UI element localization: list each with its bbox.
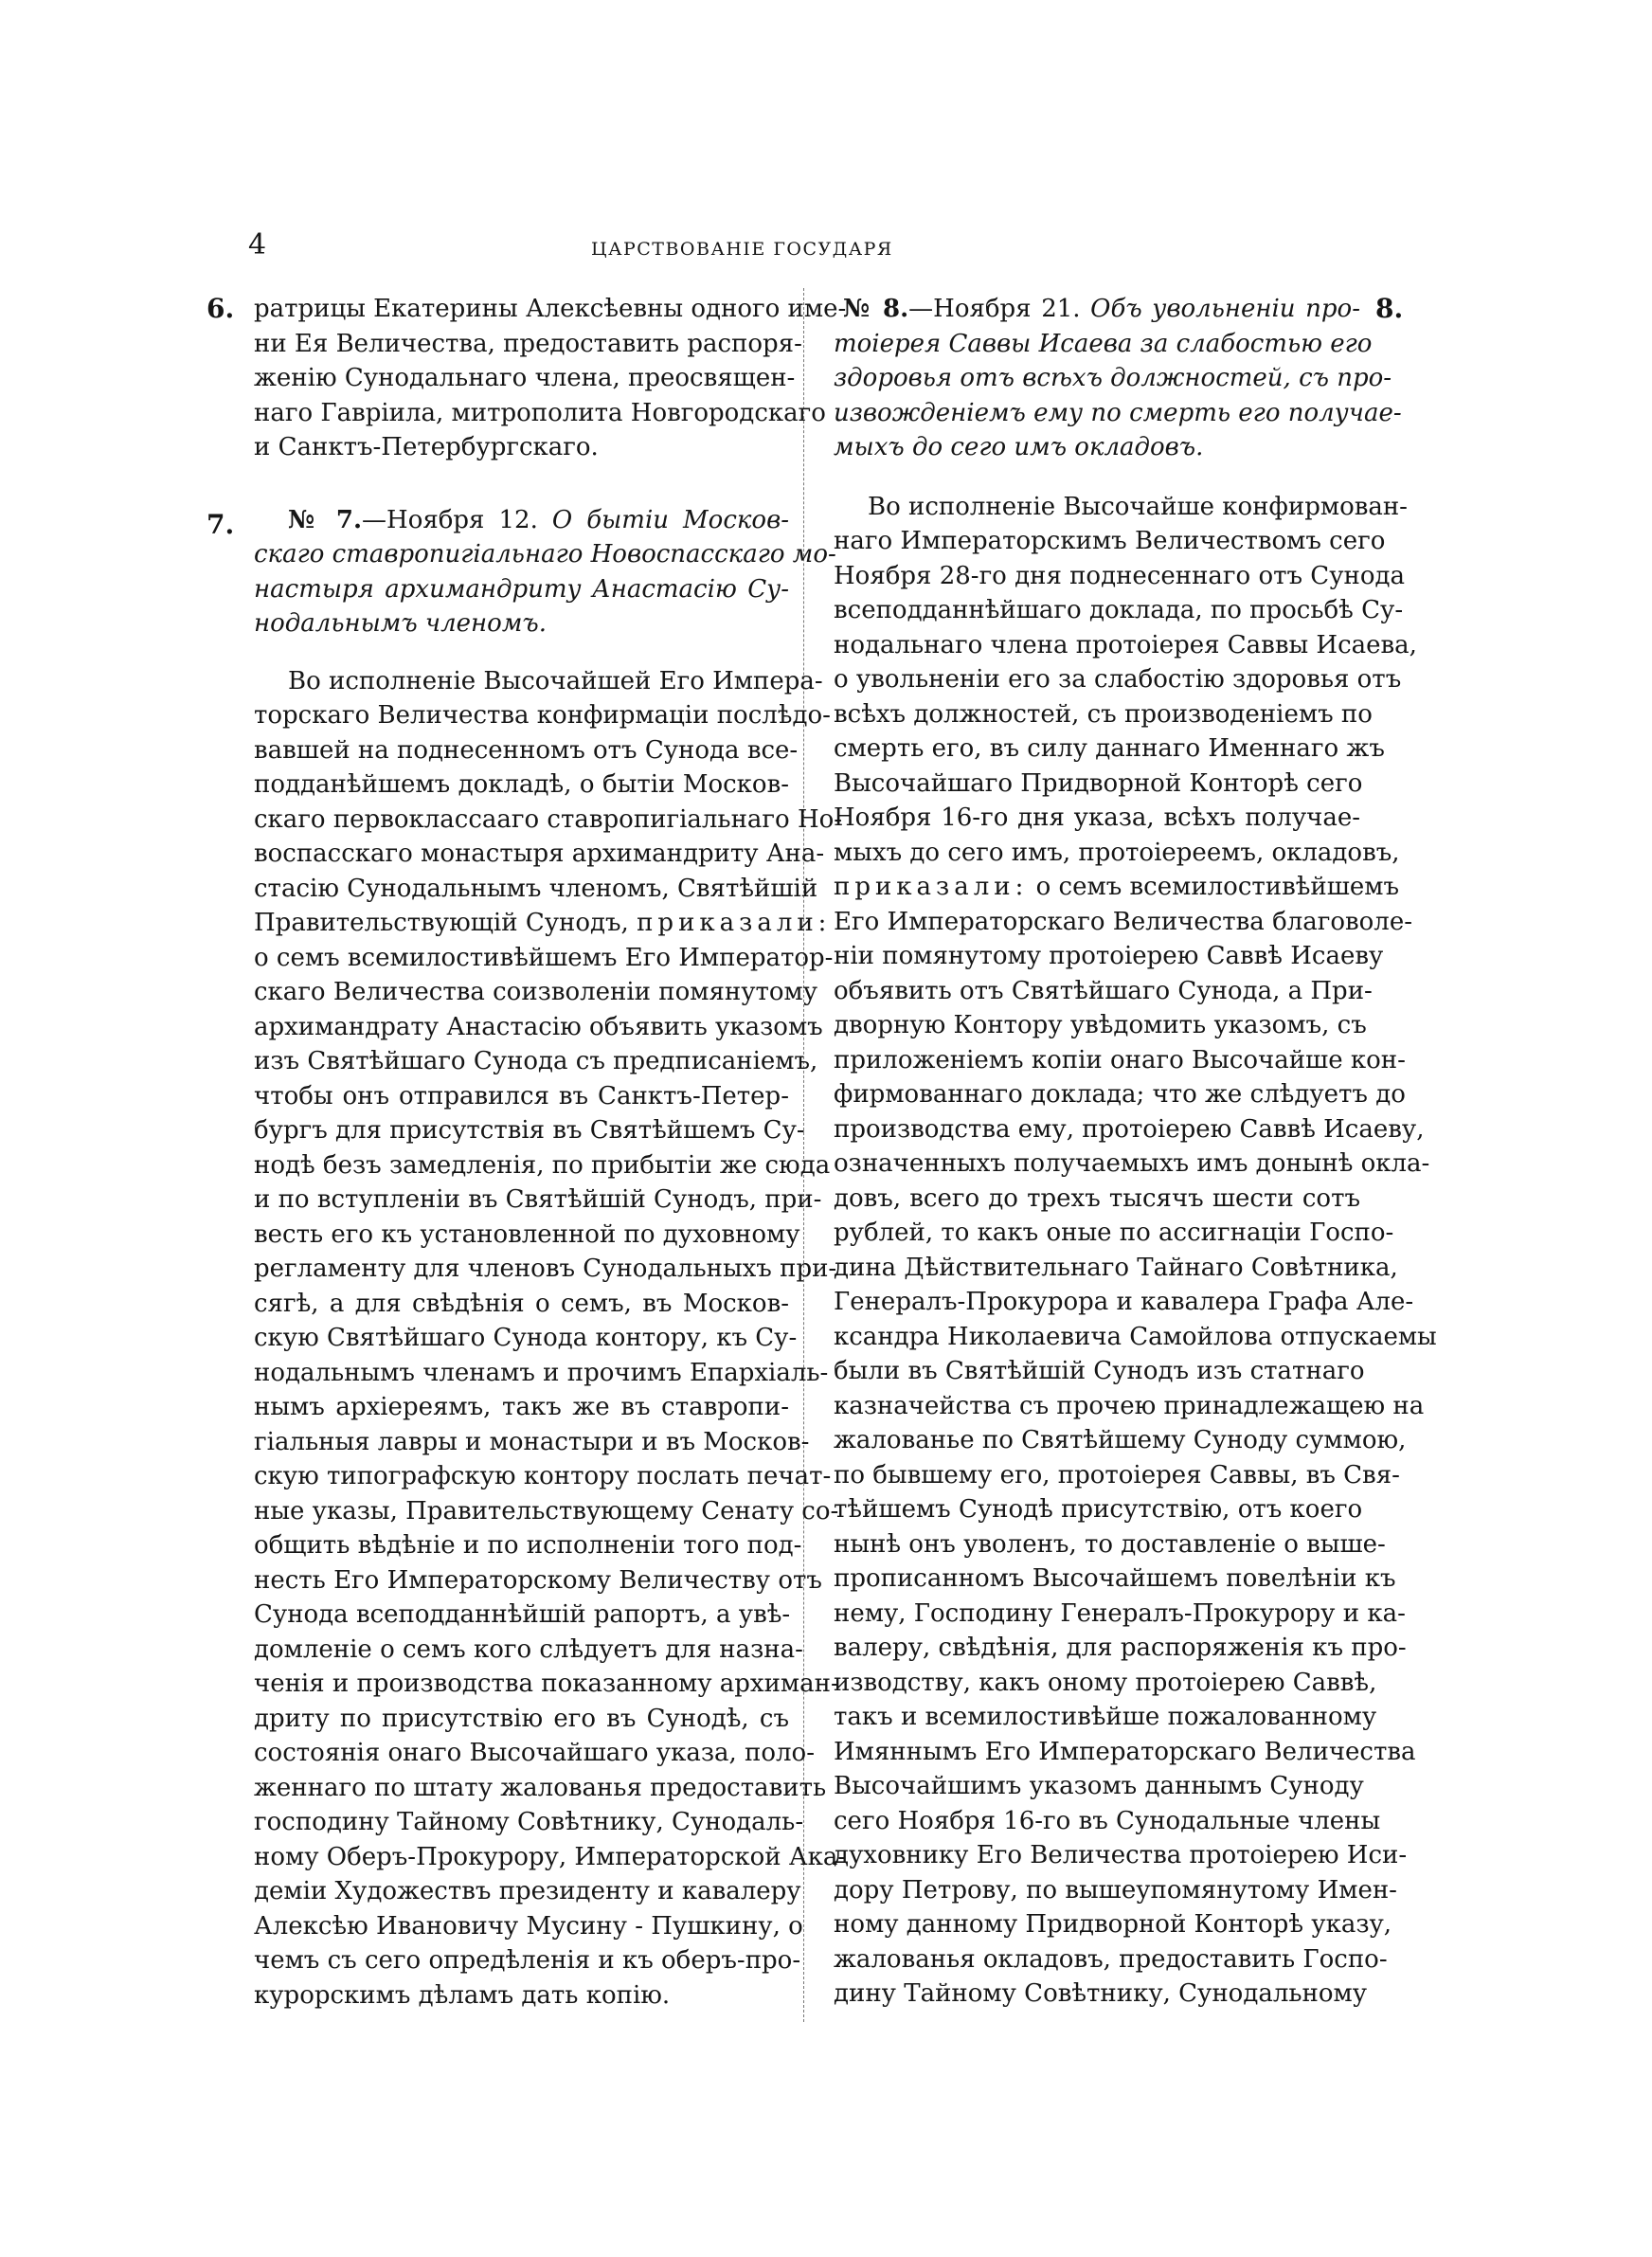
entry-number: № 7. — [288, 505, 363, 534]
text-line: бургъ для присутствія въ Святѣйшемъ Су- — [254, 1116, 805, 1145]
text-line: нодальнаго члена протоіерея Саввы Исаева, — [834, 630, 1417, 659]
text-line: всеподданнѣйшаго доклада, по просьбѣ Су- — [834, 596, 1404, 624]
text-line: о увольненіи его за слабостію здоровья отъ — [834, 665, 1402, 694]
entry-title: настыря архимандриту Анастасію Су- — [254, 574, 789, 604]
text-line: изъ Святѣйшаго Сунода съ предписаніемъ, — [254, 1047, 818, 1075]
text-line: наго Гавріила, митрополита Новгородскаго — [254, 398, 826, 427]
text-line: наго Императорскимъ Величествомъ сего — [834, 527, 1386, 555]
text-line: ніи помянутому протоіерею Саввѣ Исаеву — [834, 942, 1384, 970]
left-column — [254, 292, 847, 2013]
entry-6-continuation — [254, 292, 847, 465]
text-line: производства ему, протоіерею Саввѣ Исаеву, — [834, 1114, 1425, 1144]
text-line: и Санктъ-Петербургскаго. — [254, 433, 599, 461]
text-line: Ноября 28-го дня поднесеннаго отъ Сунода — [834, 561, 1405, 590]
text-line: дору Петрову, по вышеупомянутому Имен- — [834, 1875, 1397, 1905]
text-line: нынѣ онъ уволенъ, то доставленіе о выше- — [834, 1529, 1386, 1559]
text-line: сягѣ, а для свѣдѣнія о семъ, въ Москов- — [254, 1289, 789, 1318]
right-column — [834, 292, 1437, 2012]
text-line: курорскимъ дѣламъ дать копію. — [254, 1980, 671, 2010]
margin-number-7: 7. — [206, 509, 235, 540]
text-line: всѣхъ должностей, съ производеніемъ по — [834, 699, 1373, 729]
text-line: скаго первоклассааго ставропигіальнаго Но- — [254, 804, 843, 834]
entry-title: здоровья отъ всѣхъ должностей, съ про- — [834, 364, 1392, 392]
text-line: ному Оберъ-Прокурору, Императорской Ака- — [254, 1842, 847, 1871]
text-line: общить вѣдѣніе и по исполненіи того под- — [254, 1531, 802, 1560]
entry-date: —Ноября 21. — [908, 295, 1081, 323]
text-line: дриту по присутствію его въ Сунодѣ, съ — [254, 1704, 789, 1733]
text-line: Алексѣю Ивановичу Мусину - Пушкину, о — [254, 1911, 803, 1941]
text-line: нодальнымъ членамъ и прочимъ Епархіаль- — [254, 1358, 829, 1387]
entry-number: № 8. — [843, 295, 909, 323]
text-line: архимандрату Анастасію объявить указомъ — [254, 1012, 823, 1041]
entry-7 — [254, 503, 847, 2013]
text-line: Его Императорскаго Величества благоволе- — [834, 907, 1412, 936]
entry-8-body — [834, 490, 1437, 2012]
text-line: несть Его Императорскому Величеству отъ — [254, 1565, 822, 1595]
text-line: домленіе о семъ кого слѣдуетъ для назна- — [254, 1634, 803, 1664]
text-line: жалованье по Святѣйшему Суноду суммою, — [834, 1426, 1407, 1454]
text-line: нему, Господину Генералъ-Прокурору и ка- — [834, 1598, 1406, 1628]
text-line: ченія и производства показанному архиман- — [254, 1670, 839, 1698]
text-line: Ноября 16-го дня указа, всѣхъ получае- — [834, 803, 1360, 832]
text-line: ксандра Николаевича Самойлова отпускаемы — [834, 1322, 1437, 1351]
text-line: сего Ноября 16-го въ Сунодальные члены — [834, 1806, 1381, 1835]
text-line: подданѣйшемъ докладѣ, о бытіи Москов- — [254, 770, 789, 799]
text-line: воспасскаго монастыря архимандриту Ана- — [254, 840, 825, 868]
text-line: мыхъ до сего имъ, протоіереемъ, окладовъ, — [834, 838, 1400, 867]
text-line: Имяннымъ Его Императорскаго Величества — [834, 1737, 1416, 1766]
text-line: были въ Святѣйшій Сунодъ изъ статнаго — [834, 1357, 1365, 1385]
text-line: и по вступленіи въ Святѣйшій Сунодъ, при- — [254, 1185, 822, 1214]
text-line: Во исполненіе Высочайшей Его Импера- — [288, 666, 823, 695]
text-line: скую типографскую контору послать печат- — [254, 1462, 832, 1490]
text-line: торскаго Величества конфирмаціи послѣдо- — [254, 701, 831, 730]
text-line: такъ и всемилостивѣйше пожалованному — [834, 1703, 1377, 1731]
text-line: дину Тайному Совѣтнику, Сунодальному — [834, 1979, 1368, 2008]
entry-8-heading — [834, 292, 1402, 465]
text-line: дворную Контору увѣдомить указомъ, съ — [834, 1011, 1367, 1039]
text-line: смерть его, въ силу даннаго Именнаго жъ — [834, 734, 1385, 763]
text-line: чтобы онъ отправился въ Санктъ-Петер- — [254, 1081, 789, 1110]
spaced-word: приказали: — [637, 909, 832, 937]
text-line: Высочайшимъ указомъ даннымъ Суноду — [834, 1772, 1364, 1800]
text-line: Правительствующій Сунодъ, — [254, 909, 629, 937]
text-line: ные указы, Правительствующему Сенату со- — [254, 1496, 839, 1526]
text-line: фирмованнаго доклада; что же слѣдуетъ до — [834, 1080, 1406, 1109]
entry-title: нодальнымъ членомъ. — [254, 609, 547, 638]
text-line: состоянія онаго Высочайшаго указа, поло- — [254, 1739, 815, 1767]
text-line: означенныхъ получаемыхъ имъ донынѣ окла- — [834, 1149, 1430, 1178]
text-line: нодѣ безъ замедленія, по прибытіи же сюда — [254, 1150, 831, 1180]
text-line: чемъ съ сего опредѣленія и къ оберъ-про- — [254, 1946, 801, 1975]
text-line: дина Дѣйствительнаго Тайнаго Совѣтника, — [834, 1253, 1398, 1282]
text-line: скую Святѣйшаго Сунода контору, къ Су- — [254, 1324, 798, 1352]
text-line: гіальныя лавры и монастыри и въ Москов- — [254, 1427, 810, 1456]
running-header: ЦАРСТВОВАНІЕ ГОСУДАРЯ — [591, 239, 893, 260]
text-line: изводству, какъ оному протоіерею Саввѣ, — [834, 1668, 1377, 1697]
text-line: Сунода всеподданнѣйшій рапортъ, а увѣ- — [254, 1600, 791, 1629]
text-line: Высочайшаго Придворной Конторѣ сего — [834, 768, 1363, 798]
text-line: о семъ всемилостивѣйшемъ Его Император- — [254, 943, 834, 972]
entry-title: извожденіемъ ему по смерть его получае- — [834, 398, 1402, 427]
text-line: Генералъ-Прокурора и кавалера Графа Але- — [834, 1288, 1414, 1316]
entry-7-body — [254, 664, 847, 2013]
entry-date: —Ноября 12. — [362, 505, 538, 534]
entry-8 — [834, 292, 1437, 2012]
text-line: духовнику Его Величества протоіерею Иси- — [834, 1841, 1408, 1869]
text-line: вавшей на поднесенномъ отъ Сунода все- — [254, 735, 799, 765]
text-line: о семъ всемилостивѣйшемъ — [1035, 873, 1400, 901]
text-line: женнаго по штату жалованья предоставить — [254, 1773, 827, 1802]
text-line: ни Ея Величества, предоставить распоря- — [254, 329, 802, 358]
text-line: рублей, то какъ оные по ассигнаціи Госпо- — [834, 1219, 1394, 1247]
text-line: скаго Величества соизволеніи помянутому — [254, 978, 818, 1006]
entry-title: мыхъ до сего имъ окладовъ. — [834, 433, 1204, 461]
text-line: приложеніемъ копіи онаго Высочайше кон- — [834, 1045, 1406, 1074]
text-line: казначейства съ прочею принадлежащею на — [834, 1391, 1425, 1420]
text-line: стасію Сунодальнымъ членомъ, Святѣйшій — [254, 874, 818, 903]
text-line: господину Тайному Совѣтнику, Сунодаль- — [254, 1808, 804, 1836]
text-line: довъ, всего до трехъ тысячъ шести сотъ — [834, 1183, 1360, 1213]
text-line: весть его къ установленной по духовному — [254, 1219, 800, 1249]
spaced-word: приказали: — [834, 873, 1029, 901]
text-line: по бывшему его, протоіерея Саввы, въ Свя- — [834, 1460, 1400, 1490]
text-line: жалованья окладовъ, предоставить Госпо- — [834, 1944, 1388, 1974]
text-line: ному данному Придворной Конторѣ указу, — [834, 1910, 1392, 1939]
text-line: объявить отъ Святѣйшаго Сунода, а При- — [834, 976, 1373, 1005]
entry-title: тоіерея Саввы Исаева за слабостью его — [834, 329, 1373, 358]
entry-title: скаго ставропигіальнаго Новоспасскаго мо- — [254, 540, 836, 569]
page-number: 4 — [248, 228, 267, 262]
text-line: прописанномъ Высочайшемъ повелѣніи къ — [834, 1564, 1396, 1593]
text-line: валеру, свѣдѣнія, для распоряженія къ про- — [834, 1634, 1407, 1662]
text-line: регламенту для членовъ Сунодальныхъ при- — [254, 1255, 837, 1283]
text-line: ратрицы Екатерины Алексѣевны одного име- — [254, 295, 847, 323]
text-line: Во исполненіе Высочайше конфирмован- — [868, 492, 1408, 521]
text-line: тѣйшемъ Сунодѣ присутствію, отъ коего — [834, 1495, 1363, 1524]
text-line: женію Сунодальнаго члена, преосвящен- — [254, 364, 796, 392]
entry-title: Объ увольненіи про- — [1090, 295, 1360, 323]
text-line: деміи Художествъ президенту и кавалеру — [254, 1877, 801, 1905]
entry-7-heading — [254, 503, 836, 641]
text-line: нымъ архіереямъ, такъ же въ ставропи- — [254, 1393, 789, 1421]
margin-number-8: 8. — [1375, 293, 1404, 324]
margin-number-6: 6. — [206, 293, 235, 324]
entry-title: О бытіи Москов- — [551, 505, 789, 534]
